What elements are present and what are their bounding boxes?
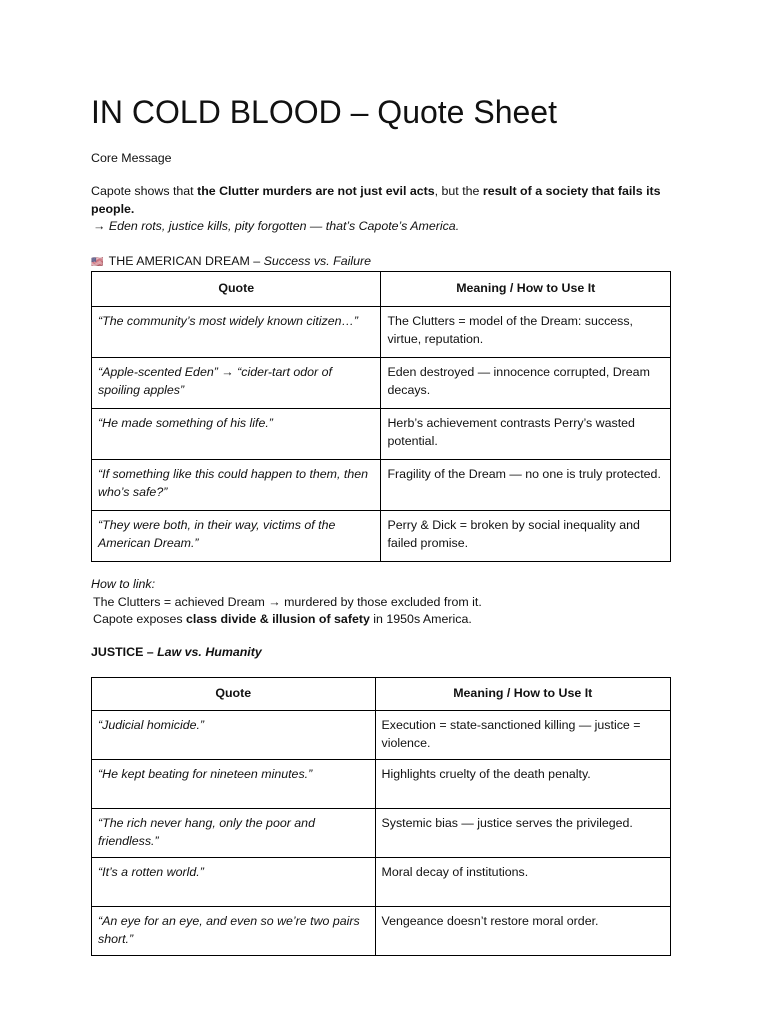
table-row: [92, 409, 671, 460]
table-row: [92, 460, 671, 511]
quote-cell: “He kept beating for nineteen minutes.”: [92, 760, 376, 809]
quote-cell: “Judicial homicide.”: [92, 711, 376, 760]
core-message-label: Core Message: [91, 151, 172, 165]
quote-cell: “If something like this could happen to them, then who’s safe?”: [92, 460, 381, 511]
column-header-meaning: Meaning / How to Use It: [375, 678, 671, 711]
table-row: [92, 760, 671, 809]
meaning-cell: Moral decay of institutions.: [375, 858, 671, 907]
meaning-cell: Highlights cruelty of the death penalty.: [375, 760, 671, 809]
intro-summary: → Eden rots, justice kills, pity forgotten — that’s Capote’s America.: [93, 219, 460, 233]
intro-emphasis: result of a society that fails its people.: [91, 184, 661, 216]
quote-cell: “He made something of his life.”: [92, 409, 381, 460]
column-header-quote: Quote: [92, 272, 381, 307]
how-to-link-emphasis: class divide & illusion of safety: [186, 612, 370, 626]
how-to-link-line: The Clutters = achieved Dream → murdered by those excluded from it.: [93, 594, 482, 609]
meaning-cell: The Clutters = model of the Dream: success, virtue, reputation.: [381, 307, 671, 358]
section-heading-american-dream: [91, 253, 671, 272]
table-row: [92, 711, 671, 760]
intro-text: Capote shows that: [91, 184, 198, 198]
how-to-link-text: in 1950s America.: [369, 612, 472, 626]
quote-cell: “The community’s most widely known citizen…”: [92, 307, 381, 358]
table-header-row: [92, 272, 671, 307]
table-row: [92, 907, 671, 956]
table-row: [92, 809, 671, 858]
us-flag-icon: 🇺🇸: [91, 257, 103, 268]
meaning-cell: Fragility of the Dream — no one is truly protected.: [381, 460, 671, 511]
meaning-cell: Vengeance doesn’t restore moral order.: [375, 907, 671, 956]
how-to-link-text: Capote exposes: [93, 612, 186, 626]
quote-table-american-dream: [91, 271, 671, 562]
meaning-cell: Execution = state-sanctioned killing — justice = violence.: [375, 711, 671, 760]
table-header-row: [92, 678, 671, 711]
how-to-link-line: [91, 611, 671, 629]
intro-emphasis: the Clutter murders are not just evil acts: [197, 184, 435, 198]
table-row: [92, 307, 671, 358]
section-heading-text: THE AMERICAN DREAM –: [105, 254, 264, 268]
how-to-link-label: How to link:: [91, 577, 156, 591]
document-title: IN COLD BLOOD – Quote Sheet: [91, 94, 557, 130]
quote-cell: “An eye for an eye, and even so we’re two pairs short.”: [92, 907, 376, 956]
table-row: [92, 858, 671, 907]
table-row: [92, 511, 671, 562]
section-heading-text: JUSTICE –: [91, 645, 158, 659]
section-heading-subtitle: Success vs. Failure: [263, 254, 372, 268]
meaning-cell: Perry & Dick = broken by social inequality and failed promise.: [381, 511, 671, 562]
quote-table-justice: [91, 677, 671, 956]
quote-cell: “The rich never hang, only the poor and friendless.”: [92, 809, 376, 858]
quote-cell: “It’s a rotten world.”: [92, 858, 376, 907]
intro-paragraph: [91, 183, 666, 236]
quote-cell: “Apple-scented Eden” → “cider-tart odor of spoiling apples”: [92, 358, 381, 409]
table-row: [92, 358, 671, 409]
column-header-quote: Quote: [92, 678, 376, 711]
meaning-cell: Herb’s achievement contrasts Perry’s wasted potential.: [381, 409, 671, 460]
how-to-link-block: [91, 576, 671, 629]
quote-cell: “They were both, in their way, victims of the American Dream.”: [92, 511, 381, 562]
meaning-cell: Eden destroyed — innocence corrupted, Dream decays.: [381, 358, 671, 409]
intro-text: , but the: [434, 184, 483, 198]
section-heading-subtitle: Law vs. Humanity: [157, 645, 262, 659]
section-heading-justice: [91, 644, 671, 662]
column-header-meaning: Meaning / How to Use It: [381, 272, 671, 307]
meaning-cell: Systemic bias — justice serves the privileged.: [375, 809, 671, 858]
